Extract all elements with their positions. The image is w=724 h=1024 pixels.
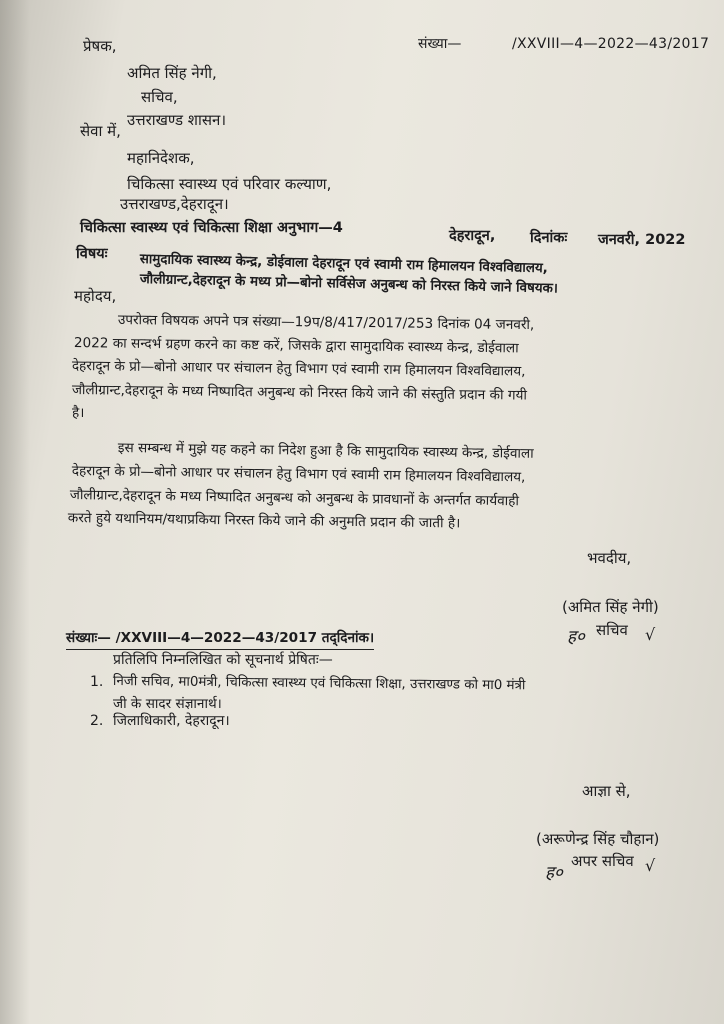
order-signatory: (अरूणेन्द्र सिंह चौहान) <box>536 830 660 848</box>
closing-signatory: (अमित सिंह नेगी) <box>562 598 659 616</box>
reference-label: संख्या— <box>418 36 462 52</box>
paragraph2-line: जौलीग्रान्ट,देहरादून के मध्य निष्पादित अनुबन्ध को अनुबन्ध के प्रावधानों के अन्तर्गत कार्यवाही <box>69 486 520 510</box>
subject-line-2: जौलीग्रान्ट,देहरादून के मध्य प्रो—बोनो सर्विसेज अनुबन्ध को निरस्त किये जाने विषयक। <box>139 271 559 297</box>
sender-name: अमित सिंह नेगी, <box>127 64 217 82</box>
closing-mark: √ <box>645 625 656 644</box>
paragraph1-line: है। <box>72 405 85 421</box>
copy-item-number: 1. <box>90 674 104 690</box>
copy-intro: प्रतिलिपि निम्नलिखित को सूचनार्थ प्रेषितः— <box>113 652 333 668</box>
closing-designation: सचिव <box>596 621 628 639</box>
recipient-department: चिकित्सा स्वास्थ्य एवं परिवार कल्याण, <box>127 175 332 193</box>
page-shadow <box>0 0 30 1024</box>
paragraph1-line: उपरोक्त विषयक अपने पत्र संख्या—19प/8/417/2017/253 दिनांक 04 जनवरी, <box>117 311 535 334</box>
copy-item-number: 2. <box>90 713 104 729</box>
subject-line-1: सामुदायिक स्वास्थ्य केन्द्र, डोईवाला देहरादून एवं स्वामी राम हिमालयन विश्वविद्यालय, <box>139 251 548 277</box>
paragraph1-line: 2022 का सन्दर्भ ग्रहण करने का कष्ट करें, जिसके द्वारा सामुदायिक स्वास्थ्य केन्द्र, डोईवाला <box>73 334 519 357</box>
by-order: आज्ञा से, <box>582 782 631 800</box>
closing-regards: भवदीय, <box>587 549 632 567</box>
copy-item-text: जी के सादर संज्ञानार्थ। <box>113 696 222 712</box>
sender-office: उत्तराखण्ड शासन। <box>127 111 227 129</box>
subject-label: विषयः <box>76 246 108 262</box>
paragraph2-line: करते हुये यथानियम/यथाप्रकिया निरस्त किये जाने की अनुमति प्रदान की जाती है। <box>67 509 461 532</box>
order-designation: अपर सचिव <box>571 852 634 870</box>
section-name: चिकित्सा स्वास्थ्य एवं चिकित्सा शिक्षा अनुभाग—4 <box>80 220 343 236</box>
reference-number: /XXVIII—4—2022—43/2017 <box>512 36 710 52</box>
paragraph2-line: देहरादून के प्रो—बोनो आधार पर संचालन हेतु विभाग एवं स्वामी राम हिमालयन विश्वविद्यालय, <box>71 462 526 486</box>
city: देहरादून, <box>449 228 496 244</box>
closing-initials: ह० <box>567 627 585 647</box>
paragraph2-line: इस सम्बन्ध में मुझे यह कहने का निदेश हुआ है कि सामुदायिक स्वास्थ्य केन्द्र, डोईवाला <box>117 439 534 462</box>
recipient-place: उत्तराखण्ड,देहरादून। <box>120 195 229 213</box>
recipient-label: सेवा में, <box>80 122 121 140</box>
paragraph1-line: जौलीग्रान्ट,देहरादून के मध्य निष्पादित अनुबन्ध को निरस्त किये जाने की संस्तुति प्रदान की गयी <box>71 381 528 404</box>
copy-reference: संख्याः— /XXVIII—4—2022—43/2017 तद्‌दिनांक। <box>66 628 374 650</box>
paragraph1-line: देहरादून के प्रो—बोनो आधार पर संचालन हेतु विभाग एवं स्वामी राम हिमालयन विश्वविद्यालय, <box>71 357 526 380</box>
copy-item-text: जिलाधिकारी, देहरादून। <box>113 713 230 729</box>
salutation: महोदय, <box>74 287 117 305</box>
order-mark: √ <box>645 856 656 875</box>
sender-label: प्रेषक, <box>83 37 117 55</box>
order-initials: ह० <box>545 863 563 883</box>
date-label: दिनांकः <box>530 230 568 246</box>
sender-designation: सचिव, <box>141 88 178 106</box>
copy-item-text: निजी सचिव, मा0मंत्री, चिकित्सा स्वास्थ्य एवं चिकित्सा शिक्षा, उत्तराखण्ड को मा0 मंत्री <box>112 673 526 694</box>
recipient-title: महानिदेशक, <box>127 149 195 167</box>
date-value: जनवरी, 2022 <box>598 232 686 248</box>
